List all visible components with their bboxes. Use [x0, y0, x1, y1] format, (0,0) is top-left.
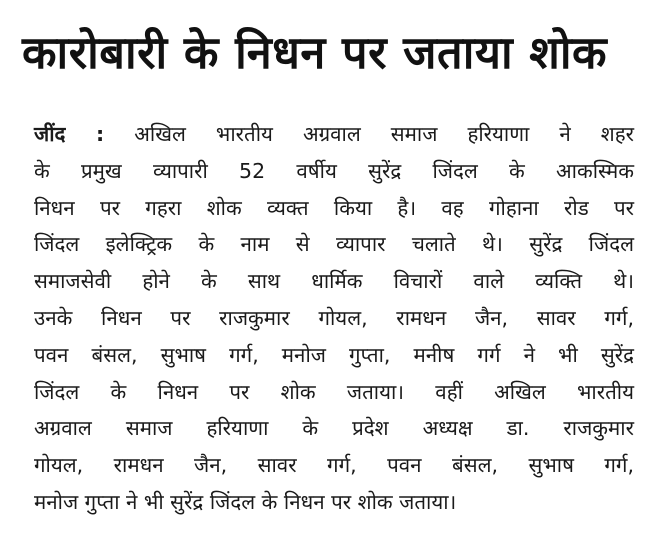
body-line-7: पवन बंसल, सुभाष गर्ग, मनोज गुप्ता, मनीष गर्ग ने भी सुरेंद्र	[34, 342, 634, 367]
body-line-10: गोयल, रामधन जैन, सावर गर्ग, पवन बंसल, सुभाष गर्ग,	[34, 453, 634, 478]
dateline: जींद :	[34, 122, 105, 146]
body-line-3: निधन पर गहरा शोक व्यक्त किया है। वह गोहाना रोड पर	[34, 195, 634, 220]
headline: कारोबारी के निधन पर जताया शोक	[22, 26, 608, 79]
body-line-8: जिंदल के निधन पर शोक जताया। वहीं अखिल भारतीय	[34, 379, 634, 404]
body-line-6: उनके निधन पर राजकुमार गोयल, रामधन जैन, सावर गर्ग,	[34, 305, 634, 330]
body-line-2: के प्रमुख व्यापारी 52 वर्षीय सुरेंद्र जिंदल के आकस्मिक	[34, 158, 634, 183]
body-line-1-text: अखिल भारतीय अग्रवाल समाज हरियाणा ने शहर	[104, 122, 634, 146]
body-line-9: अग्रवाल समाज हरियाणा के प्रदेश अध्यक्ष डा. राजकुमार	[34, 416, 634, 441]
body-line-5: समाजसेवी होने के साथ धार्मिक विचारों वाले व्यक्ति थे।	[34, 269, 634, 294]
body-line-4: जिंदल इलेक्ट्रिक के नाम से व्यापार चलाते थे। सुरेंद्र जिंदल	[34, 232, 634, 257]
body-line-1	[34, 116, 634, 153]
body-line-11: मनोज गुप्ता ने भी सुरेंद्र जिंदल के निधन पर शोक जताया।	[34, 489, 457, 514]
article-body	[34, 116, 634, 521]
